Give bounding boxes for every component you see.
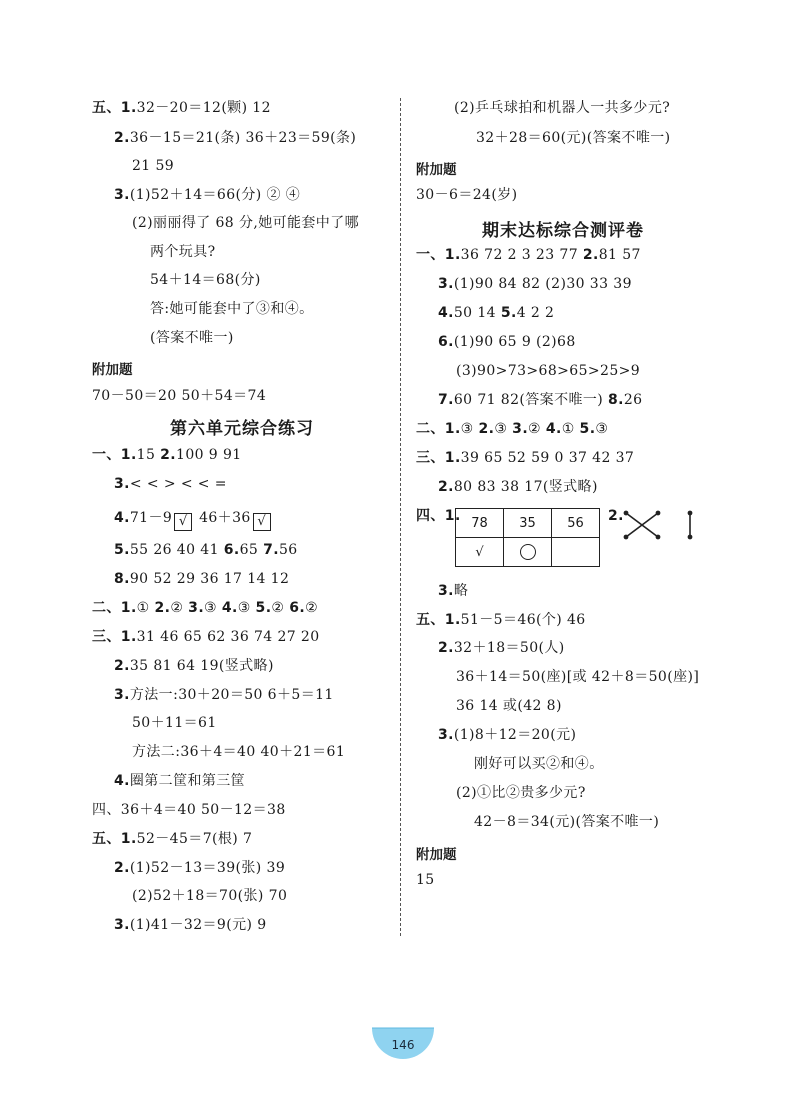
answer-line: 3.(1)41－32＝9(元) 9	[114, 917, 267, 933]
answer-line: 3.(1)52＋14＝66(分) ② ④	[114, 187, 301, 203]
answer-line: 一、1.15 2.100 9 91	[92, 447, 242, 463]
answer-line: 一、1.36 72 2 3 23 77 2.81 57	[416, 247, 641, 263]
answer-line: 刚好可以买②和④。	[474, 756, 604, 772]
answer-line: 50＋11＝61	[132, 715, 217, 731]
answer-line: (2)52＋18＝70(张) 70	[132, 888, 288, 904]
section-heading: 附加题	[92, 362, 133, 378]
answer-line: 7.60 71 82(答案不唯一) 8.26	[438, 392, 643, 408]
answer-line: 四、1.	[416, 508, 461, 524]
answer-line: 21 59	[132, 158, 175, 174]
answer-grid	[455, 508, 600, 567]
answer-line: 42－8＝34(元)(答案不唯一)	[474, 814, 660, 830]
answer-line: 2.(1)52－13＝39(张) 39	[114, 860, 286, 876]
answer-line: 3.略	[438, 583, 469, 599]
matching-lines	[620, 508, 700, 542]
answer-line: 两个玩具?	[150, 244, 216, 260]
answer-line: 2.35 81 64 19(竖式略)	[114, 658, 274, 674]
page-number-badge	[370, 1026, 436, 1060]
check-box: √	[174, 513, 192, 531]
answer-line: 4.71－9 √ 46＋36 √	[114, 508, 273, 531]
answer-line: 8.90 52 29 36 17 14 12	[114, 571, 290, 587]
grid-cell-circle	[504, 538, 552, 567]
answer-line: 36 14 或(42 8)	[456, 698, 562, 714]
answer-line: 30－6＝24(岁)	[416, 187, 518, 203]
answer-line: 三、1.39 65 52 59 0 37 42 37	[416, 450, 635, 466]
section-heading: 附加题	[416, 162, 457, 178]
answer-line: 3.(1)90 84 82 (2)30 33 39	[438, 276, 632, 292]
check-box: √	[253, 513, 271, 531]
answer-line: (答案不唯一)	[150, 330, 234, 346]
answer-line: 2.32＋18＝50(人)	[438, 640, 565, 656]
answer-line: 2.80 83 38 17(竖式略)	[438, 479, 598, 495]
answer-line: (3)90>73>68>65>25>9	[456, 363, 641, 379]
answer-line: 三、1.31 46 65 62 36 74 27 20	[92, 629, 320, 645]
grid-cell: 78	[456, 509, 504, 538]
answer-line: 3.(1)8＋12＝20(元)	[438, 727, 577, 743]
section-title: 期末达标综合测评卷	[482, 221, 644, 241]
answer-line: 54＋14＝68(分)	[150, 272, 261, 288]
grid-cell	[552, 538, 600, 567]
grid-cell: 56	[552, 509, 600, 538]
answer-line: 五、1.51－5＝46(个) 46	[416, 612, 586, 628]
answer-line: 五、1.52－45＝7(根) 7	[92, 831, 253, 847]
section-title: 第六单元综合练习	[170, 419, 314, 439]
answer-line: 5.55 26 40 41 6.65 7.56	[114, 542, 298, 558]
answer-line: (2)丽丽得了 68 分,她可能套中了哪	[132, 215, 359, 231]
grid-cell: 35	[504, 509, 552, 538]
answer-line: 方法二:36＋4＝40 40＋21＝61	[132, 744, 346, 760]
answer-line: 3.方法一:30＋20＝50 6＋5＝11	[114, 687, 334, 703]
answer-line: 32＋28＝60(元)(答案不唯一)	[476, 130, 671, 146]
column-divider	[400, 98, 401, 936]
circle-mark	[520, 544, 536, 560]
answer-line: 五、1.32－20＝12(颗) 12	[92, 100, 271, 116]
page-number: 146	[391, 1038, 415, 1052]
answer-line: 4.50 14 5.4 2 2	[438, 305, 555, 321]
answer-line: 2.36－15＝21(条) 36＋23＝59(条)	[114, 130, 357, 146]
answer-line: 15	[416, 872, 435, 888]
answer-line: 6.(1)90 65 9 (2)68	[438, 334, 576, 350]
answer-line: 4.圈第二筐和第三筐	[114, 773, 246, 789]
answer-line: 二、1.① 2.② 3.③ 4.③ 5.② 6.②	[92, 600, 319, 616]
answer-line: (2)乒乓球拍和机器人一共多少元?	[454, 100, 671, 116]
answer-line: 四、36＋4＝40 50－12＝38	[92, 802, 286, 818]
answer-line: 二、1.③ 2.③ 3.② 4.① 5.③	[416, 421, 609, 437]
answer-line: 36＋14＝50(座)[或 42＋8＝50(座)]	[456, 669, 700, 685]
answer-line: 答:她可能套中了③和④。	[150, 301, 314, 317]
answer-line: (2)①比②贵多少元?	[456, 785, 586, 801]
answer-line: 70－50＝20 50＋54＝74	[92, 388, 267, 404]
answer-line: 2.	[608, 508, 624, 524]
grid-cell-check: √	[456, 538, 504, 567]
answer-line: 3.< < > < < =	[114, 476, 227, 492]
section-heading: 附加题	[416, 847, 457, 863]
